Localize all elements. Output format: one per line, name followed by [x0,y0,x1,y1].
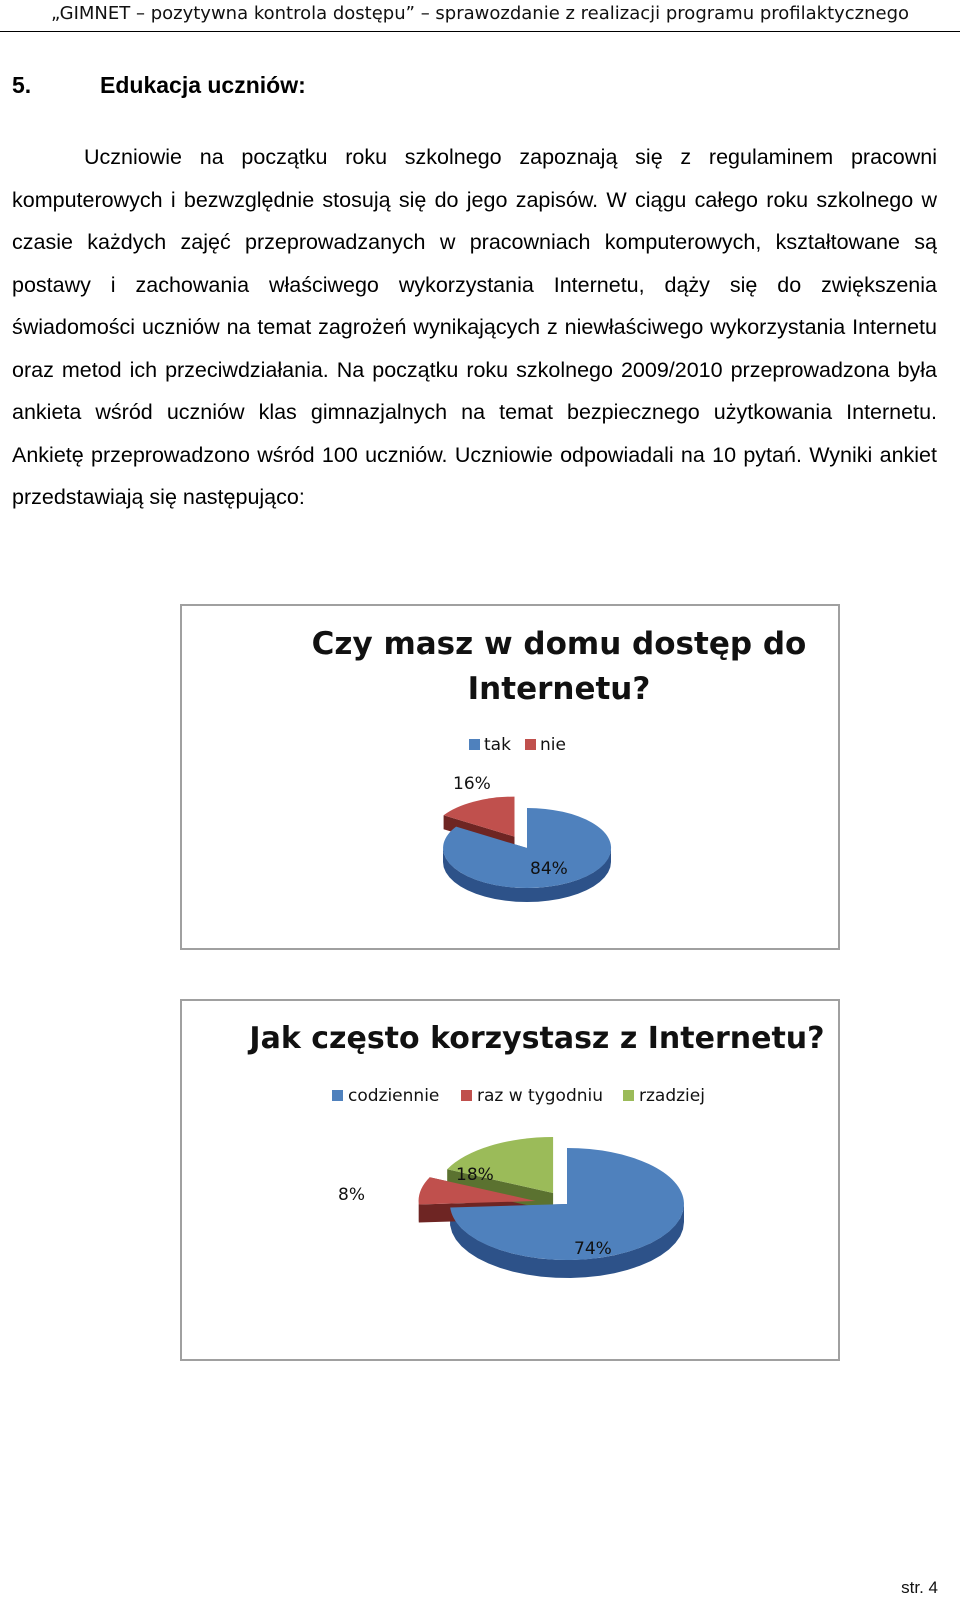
chart-internet-frequency [180,999,840,1361]
legend-swatch-rzadziej [623,1090,634,1101]
chart-internet-access [180,604,840,950]
legend-label-rzadziej: rzadziej [639,1086,705,1106]
chart2-title: Jak często korzystasz z Internetu? [249,1021,825,1056]
running-header: „GIMNET – pozytywna kontrola dostępu” – sprawozdanie z realizacji programu profilaktycznego [50,3,910,24]
chart1-title-line-1: Czy masz w domu dostęp do [311,626,807,662]
chart-internet-access-svg [182,606,838,948]
chart2-label-raz-w-tygodniu: 8% [338,1185,365,1205]
legend-label-tak: tak [484,735,511,755]
legend-swatch-tak [469,739,480,750]
body-paragraph: Uczniowie na początku roku szkolnego zapoznają się z regulaminem pracowni komputerowych i bezwzględnie stosują się do jego zapisów. W ciągu całego roku szkolnego w czasie każdych zajęć przeprowadzanych w pracowniach komputerowych, kształtowane są postawy i zachowania właściwego wykorzystania Internetu, dąży się do zwiększenia świadomości uczniów na temat zagrożeń wynikających z niewłaściwego wykorzystania Internetu oraz metod ich przeciwdziałania. Na początku roku szkolnego 2009/2010 przeprowadzona była ankieta wśród uczniów klas gimnazjalnych na temat bezpiecznego użytkowania Internetu. Ankietę przeprowadzono wśród 100 uczniów. Uczniowie odpowiadali na 10 pytań. Wyniki ankiet przedstawiają się następująco: [12,145,937,509]
page-number: str. 4 [901,1578,938,1597]
section-number: 5. [12,72,32,98]
chart1-label-nie: 16% [453,774,491,794]
chart1-label-tak: 84% [530,859,568,879]
legend-label-raz-w-tygodniu: raz w tygodniu [477,1086,604,1106]
chart2-pie [419,1137,684,1278]
chart1-title-line-2: Internetu? [467,671,651,707]
legend-swatch-codziennie [332,1090,343,1101]
header-divider [0,31,960,32]
section-heading: Edukacja uczniów: [100,72,306,98]
section-title [12,72,306,99]
legend-swatch-raz-w-tygodniu [461,1090,472,1101]
chart-internet-frequency-svg [182,1001,838,1359]
chart2-label-rzadziej: 18% [456,1165,494,1185]
chart1-pie [443,797,611,902]
chart2-label-codziennie: 74% [574,1239,612,1259]
legend-label-codziennie: codziennie [348,1086,440,1106]
legend-swatch-nie [525,739,536,750]
legend-label-nie: nie [540,735,566,755]
